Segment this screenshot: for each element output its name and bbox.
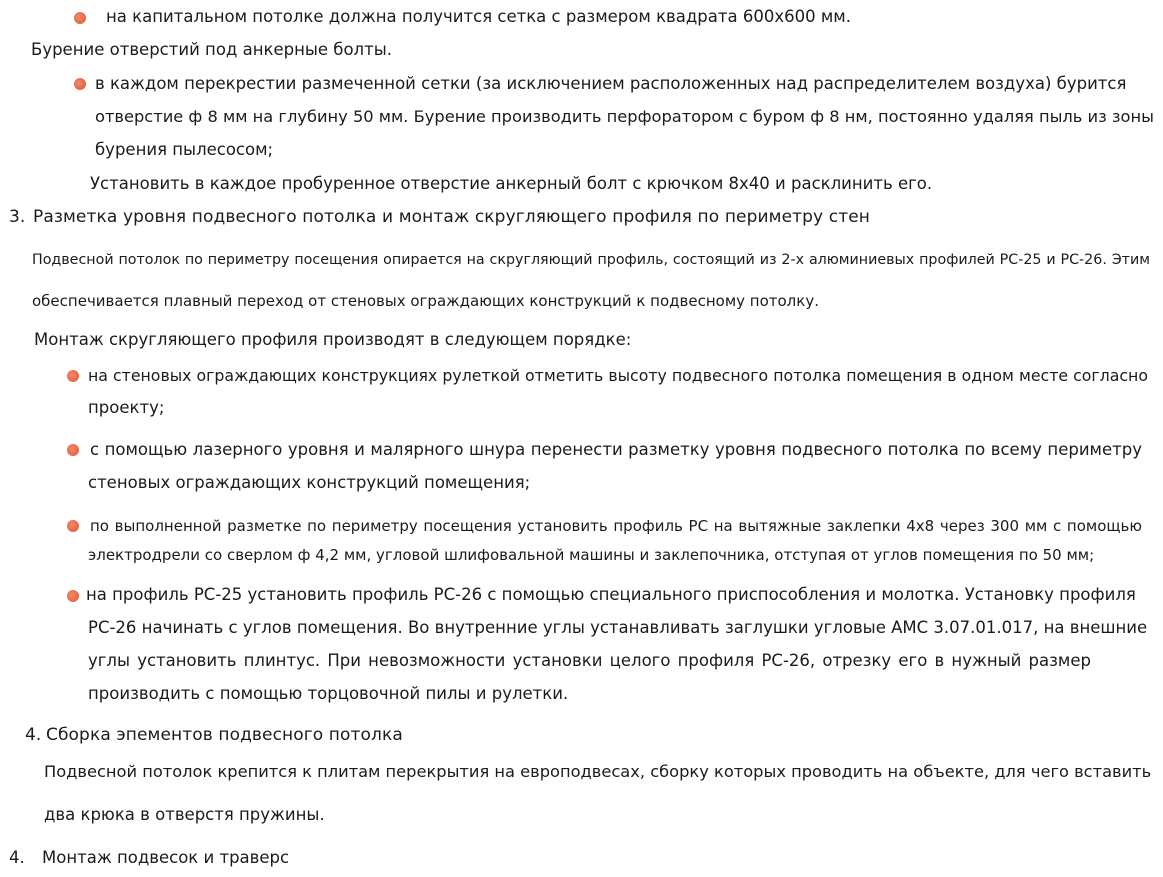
section-3-para-line-1: Подвесной потолок по периметру посещения опирается на скругляющий профиль, состоящий из 2-х алюминиевых профилей PC-25 и PC-26. Этим: [32, 252, 1150, 268]
bullet-profile-line-3: углы установить плинтус. При невозможности установки целого профиля PC-26, отрезку его в нужный размер: [88, 651, 1091, 670]
bullet-grid-text: на капитальном потолке должна получится сетка с размером квадрата 600х600 мм.: [106, 7, 851, 26]
section-3-para-line-2: обеспечивается плавный переход от стеновых ограждающих конструкций к подвесному потолку.: [32, 292, 819, 310]
bullet-mark-line-2: проекту;: [88, 398, 165, 417]
bullet-drill-line-1: в каждом перекрестии размеченной сетки (за исключением расположенных над распределителем воздуха) бурится: [95, 74, 1127, 93]
bullet-drill-line-3: бурения пылесосом;: [95, 140, 274, 159]
bullet-profile-line-4: производить с помощью торцовочной пилы и рулетки.: [88, 684, 569, 703]
bullet-rivet-line-1: по выполненной разметке по периметру посещения установить профиль PC на вытяжные заклепки 4х8 через 300 мм с помощью: [90, 517, 1142, 535]
bullet-dot-icon: [74, 78, 86, 90]
bullet-profile-line-2: PC-26 начинать с углов помещения. Во внутренние углы устанавливать заглушки угловые АМС 3.07.01.017, на внешние: [88, 618, 1148, 637]
bullet-dot-icon: [67, 590, 79, 602]
section-4-number: 4.: [25, 725, 42, 745]
bullet-profile-line-1: на профиль PC-25 установить профиль PC-26 с помощью специального приспособления и молотка. Установку профиля: [86, 585, 1136, 604]
section-3-title: Разметка уровня подвесного потолка и монтаж скругляющего профиля по периметру стен: [33, 207, 870, 227]
bullet-laser-line-2: стеновых ограждающих конструкций помещения;: [88, 473, 531, 492]
bullet-mark-line-1: на стеновых ограждающих конструкциях рулеткой отметить высоту подвесного потолка помещения в одном месте согласно: [88, 366, 1148, 385]
bullet-rivet-line-2: электродрели со сверлом ф 4,2 мм, угловой шлифовальной машины и заклепочника, отступая от углов помещения по 50 мм;: [88, 546, 1095, 564]
anchor-instruction: Установить в каждое пробуренное отверстие анкерный болт с крючком 8х40 и расклинить его.: [90, 174, 933, 193]
order-intro: Монтаж скругляющего профиля производят в следующем порядке:: [34, 330, 632, 349]
bullet-dot-icon: [67, 520, 79, 532]
bullet-dot-icon: [67, 370, 79, 382]
section-4b-title: Монтаж подвесок и траверс: [42, 848, 290, 867]
section-3-number: 3.: [9, 207, 26, 227]
drilling-heading: Бурение отверстий под анкерные болты.: [31, 40, 392, 59]
section-4-title: Сборка эпементов подвесного потолка: [46, 725, 403, 745]
section-4-para-line-1: Подвесной потолок крепится к плитам перекрытия на европодвесах, сборку которых проводить на объекте, для чего вставить: [44, 762, 1152, 781]
section-4-para-line-2: два крюка в отверстя пружины.: [44, 805, 325, 824]
bullet-dot-icon: [67, 444, 79, 456]
bullet-dot-icon: [74, 12, 86, 24]
section-4b-number: 4.: [9, 848, 25, 867]
bullet-laser-line-1: с помощью лазерного уровня и малярного шнура перенести разметку уровня подвесного потолка по всему периметру: [90, 440, 1142, 459]
bullet-drill-line-2: отверстие ф 8 мм на глубину 50 мм. Бурение производить перфоратором с буром ф 8 нм, постоянно удаляя пыль из зоны: [95, 107, 1154, 126]
